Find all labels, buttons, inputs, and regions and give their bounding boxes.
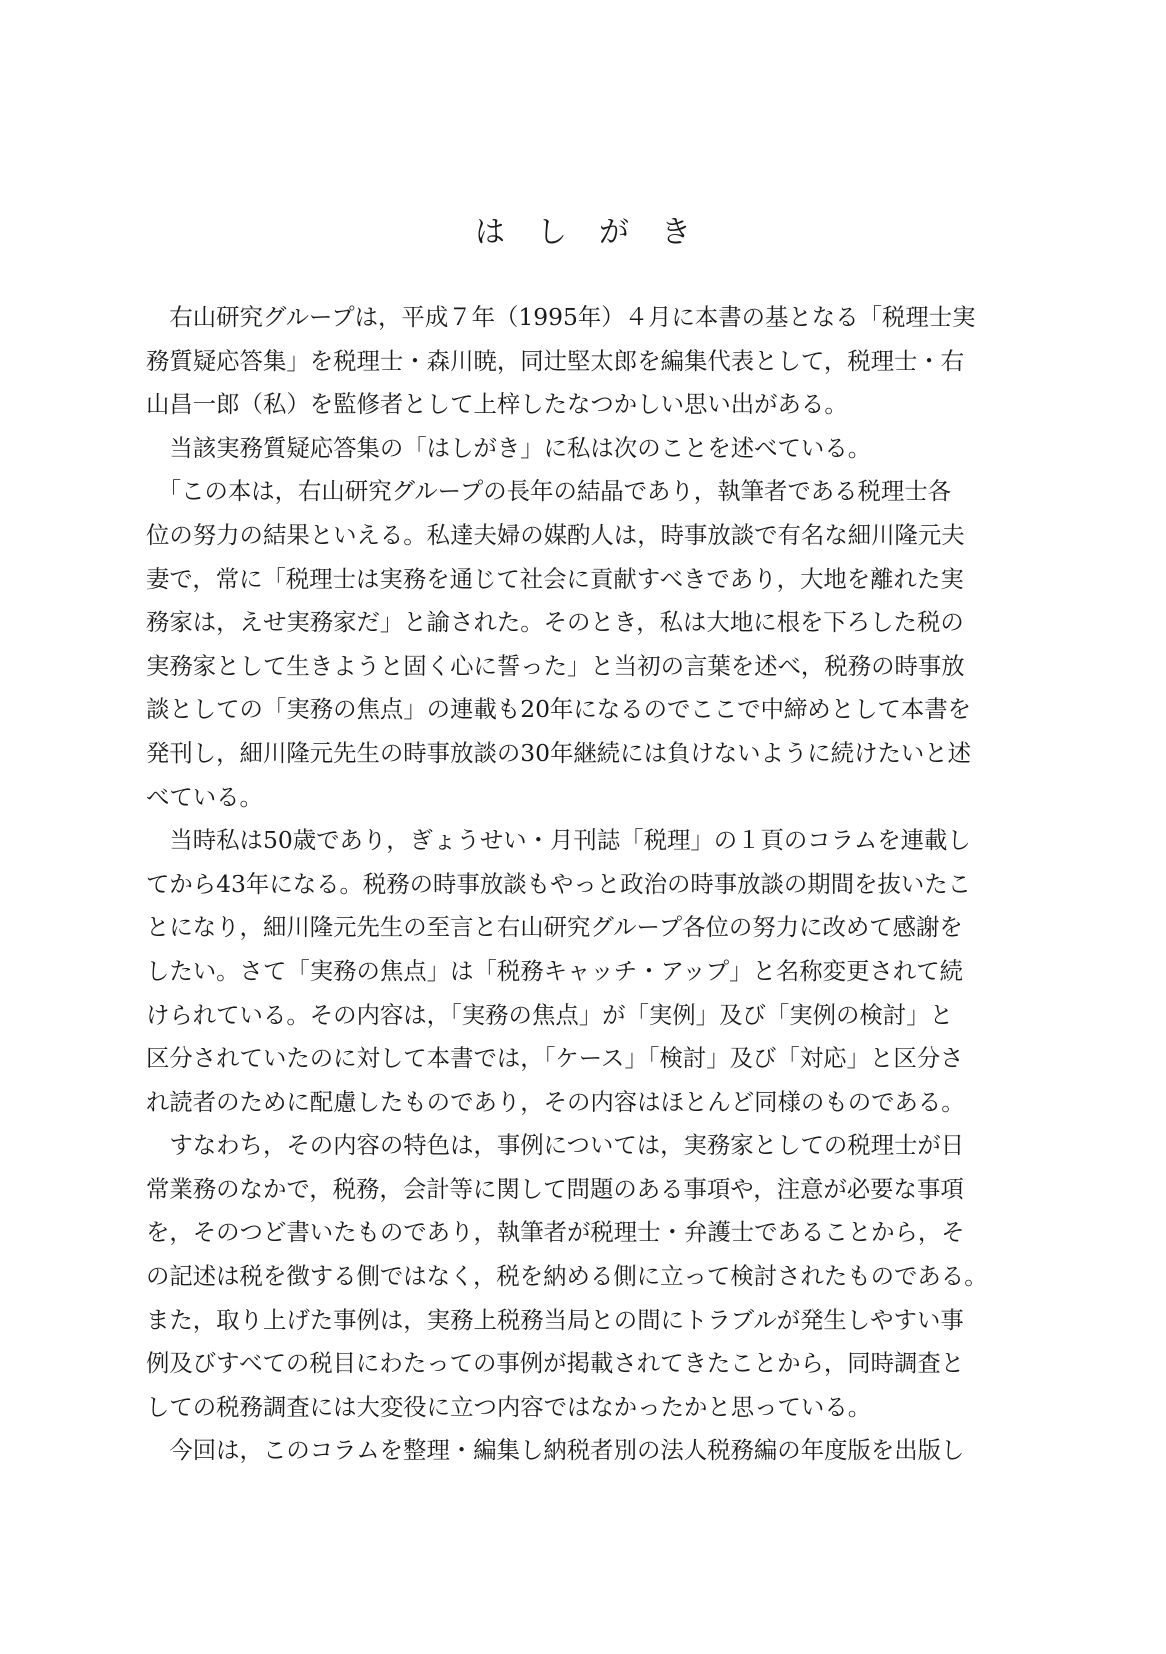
text-line: すなわち，その内容の特色は，事例については，実務家としての税理士が日 xyxy=(146,1131,965,1160)
text-line: 実務家として生きようと固く心に誓った」と当初の言葉を述べ，税務の時事放 xyxy=(146,651,965,680)
text-line: 談としての「実務の焦点」の連載も20年になるのでここで中締めとして本書を xyxy=(146,695,972,724)
text-line: の記述は税を徴する側ではなく，税を納める側に立って検討されたものである。 xyxy=(146,1262,988,1291)
text-line: 妻で，常に「税理士は実務を通じて社会に貢献すべきであり，大地を離れた実 xyxy=(146,564,964,593)
text-line: 右山研究グループは，平成７年（1995年）４月に本書の基となる「税理士実 xyxy=(146,303,976,331)
text-line: 今回は，このコラムを整理・編集し納税者別の法人税務編の年度版を出版し xyxy=(146,1436,965,1465)
body-text xyxy=(146,296,1026,1473)
text-line: 当該実務質疑応答集の「はしがき」に私は次のことを述べている。 xyxy=(146,433,872,462)
text-line: とになり，細川隆元先生の至言と右山研究グループ各位の努力に改めて感謝を xyxy=(146,913,963,942)
text-line: てから43年になる。税務の時事放談もやっと政治の時事放談の期間を抜いたこ xyxy=(146,869,972,898)
text-line: べている。 xyxy=(146,782,263,811)
text-line: 位の努力の結果といえる。私達夫婦の媒酌人は，時事放談で有名な細川隆元夫 xyxy=(146,520,965,549)
text-line: 「この本は，右山研究グループの長年の結晶であり，執筆者である税理士各 xyxy=(146,477,952,506)
text-line: 当時私は50歳であり，ぎょうせい・月刊誌「税理」の１頁のコラムを連載し xyxy=(146,826,971,855)
text-line: 例及びすべての税目にわたっての事例が掲載されてきたことから，同時調査と xyxy=(146,1349,965,1378)
text-line: 山昌一郎（私）を監修者として上梓したなつかしい思い出がある。 xyxy=(146,390,848,419)
text-line: 務家は，えせ実務家だ」と諭された。そのとき，私は大地に根を下ろした税の xyxy=(146,608,964,637)
text-line: 常業務のなかで，税務，会計等に関して問題のある事項や，注意が必要な事項 xyxy=(146,1174,964,1203)
text-line: けられている。その内容は，「実務の焦点」が「実例」及び「実例の検討」と xyxy=(146,1000,953,1029)
text-line: したい。さて「実務の焦点」は「税務キャッチ・アップ」と名称変更されて続 xyxy=(146,956,964,985)
text-line: 発刊し，細川隆元先生の時事放談の30年継続には負けないように続けたいと述 xyxy=(146,738,972,767)
text-line: 区分されていたのに対して本書では，「ケース」「検討」及び「対応」と区分さ xyxy=(146,1044,964,1073)
text-line: れ読者のために配慮したものであり，その内容はほとんど同様のものである。 xyxy=(146,1087,965,1116)
text-line: また，取り上げた事例は，実務上税務当局との間にトラブルが発生しやすい事 xyxy=(146,1305,964,1334)
text-line: 務質疑応答集」を税理士・森川暁，同辻堅太郎を編集代表として，税理士・右 xyxy=(146,346,965,375)
text-line: を，そのつど書いたものであり，執筆者が税理士・弁護士であることから，そ xyxy=(146,1218,965,1247)
text-line: しての税務調査には大変役に立つ内容ではなかったかと思っている。 xyxy=(146,1392,872,1421)
page-title: はしがき xyxy=(475,215,723,250)
